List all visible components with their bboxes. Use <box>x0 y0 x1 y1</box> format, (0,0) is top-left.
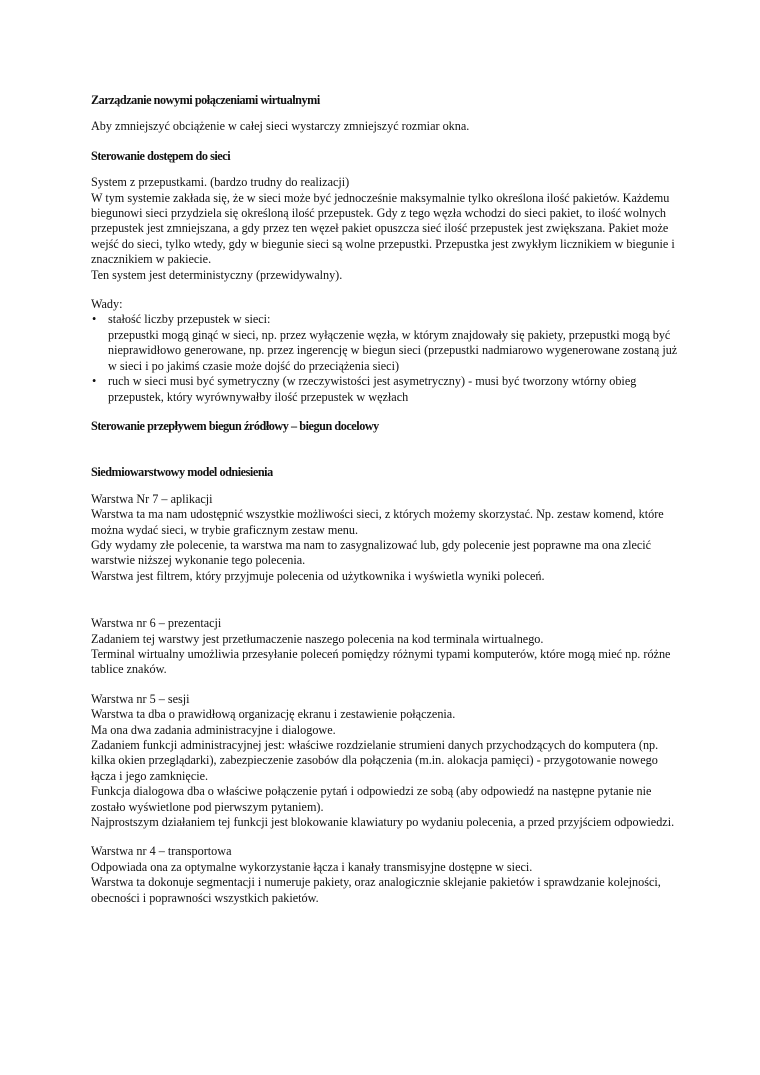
layer5-line: Zadaniem funkcji administracyjnej jest: właściwe rozdzielanie strumieni danych przychodzących do komputera (np. kilka okien przeglądarki), zabezpieczenie zasobów dla połączenia (m.in. alokacja pamięci) - przygotowanie nowego łącza i jego zamknięcie. <box>91 738 659 783</box>
layer4-line: Odpowiada ona za optymalne wykorzystanie łącza i kanały transmisyjne dostępne w sieci. <box>91 859 533 874</box>
paragraph-token-system-title: System z przepustkami. (bardzo trudny do realizacji) <box>91 175 350 190</box>
wady-label: Wady: <box>91 297 123 312</box>
layer5-line: Warstwa ta dba o prawidłową organizację ekranu i zestawienie połączenia. <box>91 707 456 722</box>
layer7-line: Gdy wydamy złe polecenie, ta warstwa ma nam to zasygnalizować lub, gdy polecenie jest poprawne ma ona zlecić warstwie niższej wykonanie tego polecenia. <box>91 537 652 568</box>
bullet-icon: • <box>92 374 97 389</box>
heading-access-control: Sterowanie dostępem do sieci <box>91 148 231 163</box>
layer7-line: Warstwa jest filtrem, który przyjmuje polecenia od użytkownika i wyświetla wyniki poleceń. <box>91 568 545 583</box>
disadvantages-list <box>91 312 681 404</box>
paragraph-token-system-deterministic: Ten system jest deterministyczny (przewidywalny). <box>91 267 343 282</box>
layer5-line: Funkcja dialogowa dba o właściwe połączenie pytań i odpowiedzi ze sobą (aby odpowiedź na następne pytanie nie zostało wyświetlone pod pierwszym pytaniem). <box>91 784 652 814</box>
list-item-lead: stałość liczby przepustek w sieci: <box>108 312 271 327</box>
list-item-text: przepustki mogą ginąć w sieci, np. przez wyłączenie węzła, w którym znajdowały się pakiety, przepustki mogą być nieprawidłowo generowane, np. przez ingerencję w biegun sieci (przepustki nadmiarowo wygenerowane zostaną już w sieci i po jakimś czasie może dojść do przeciążenia sieci) <box>108 327 678 373</box>
layer6-title: Warstwa nr 6 – prezentacji <box>91 616 222 631</box>
layer5-line: Najprostszym działaniem tej funkcji jest blokowanie klawiatury po wydaniu polecenia, a przed przyjściem odpowiedzi. <box>91 815 675 830</box>
document-page <box>91 93 681 906</box>
layer7-title: Warstwa Nr 7 – aplikacji <box>91 491 213 506</box>
paragraph-window-size: Aby zmniejszyć obciążenie w całej sieci wystarczy zmniejszyć rozmiar okna. <box>91 119 470 134</box>
list-item <box>91 312 681 374</box>
layer5-line: Ma ona dwa zadania administracyjne i dialogowe. <box>91 722 336 737</box>
layer4-title: Warstwa nr 4 – transportowa <box>91 844 232 859</box>
paragraph-token-system-body: W tym systemie zakłada się, że w sieci może być jednocześnie maksymalnie tylko określona ilość pakietów. Każdemu biegunowi sieci przydziela się określoną ilość przepustek. Gdy z tego węzła wchodzi do sieci pakiet, to ilość wolnych przepustek jest zmniejszana, a gdy przez ten węzeł pakiet opuszcza sieć ilość przepustek jest zwiększana. Pakiet może wejść do sieci, tylko wtedy, gdy w biegunie sieci są wolne przepustki. Przepustka jest zwykłym licznikiem w biegunie i znacznikiem w pakiecie. <box>91 190 675 267</box>
layer5-title: Warstwa nr 5 – sesji <box>91 691 190 706</box>
layer7-line: Warstwa ta ma nam udostępnić wszystkie możliwości sieci, z których możemy skorzystać. Np. zestaw komend, które można wydać sieci, w trybie graficznym zestaw menu. <box>91 507 664 537</box>
heading-osi-model: Siedmiowarstwowy model odniesienia <box>91 465 273 480</box>
list-item-text: ruch w sieci musi być symetryczny (w rzeczywistości jest asymetryczny) - musi być tworzony wtórny obieg przepustek, który wyrównywałby ilość przepustek w węzłach <box>108 374 637 404</box>
heading-flow-control: Sterowanie przepływem biegun źródłowy – biegun docelowy <box>91 418 379 433</box>
bullet-icon: • <box>92 312 97 327</box>
layer4-line: Warstwa ta dokonuje segmentacji i numeruje pakiety, oraz analogicznie sklejanie pakietów i sprawdzanie kolejności, obecności i poprawności wszystkich pakietów. <box>91 875 661 905</box>
heading-virtual-connections: Zarządzanie nowymi połączeniami wirtualnymi <box>91 93 320 107</box>
list-item <box>91 374 681 405</box>
layer6-line: Zadaniem tej warstwy jest przetłumaczenie naszego polecenia na kod terminala wirtualnego. <box>91 631 544 646</box>
layer6-line: Terminal wirtualny umożliwia przesyłanie poleceń pomiędzy różnymi typami komputerów, które mogą mieć np. różne tablice znaków. <box>91 646 671 677</box>
